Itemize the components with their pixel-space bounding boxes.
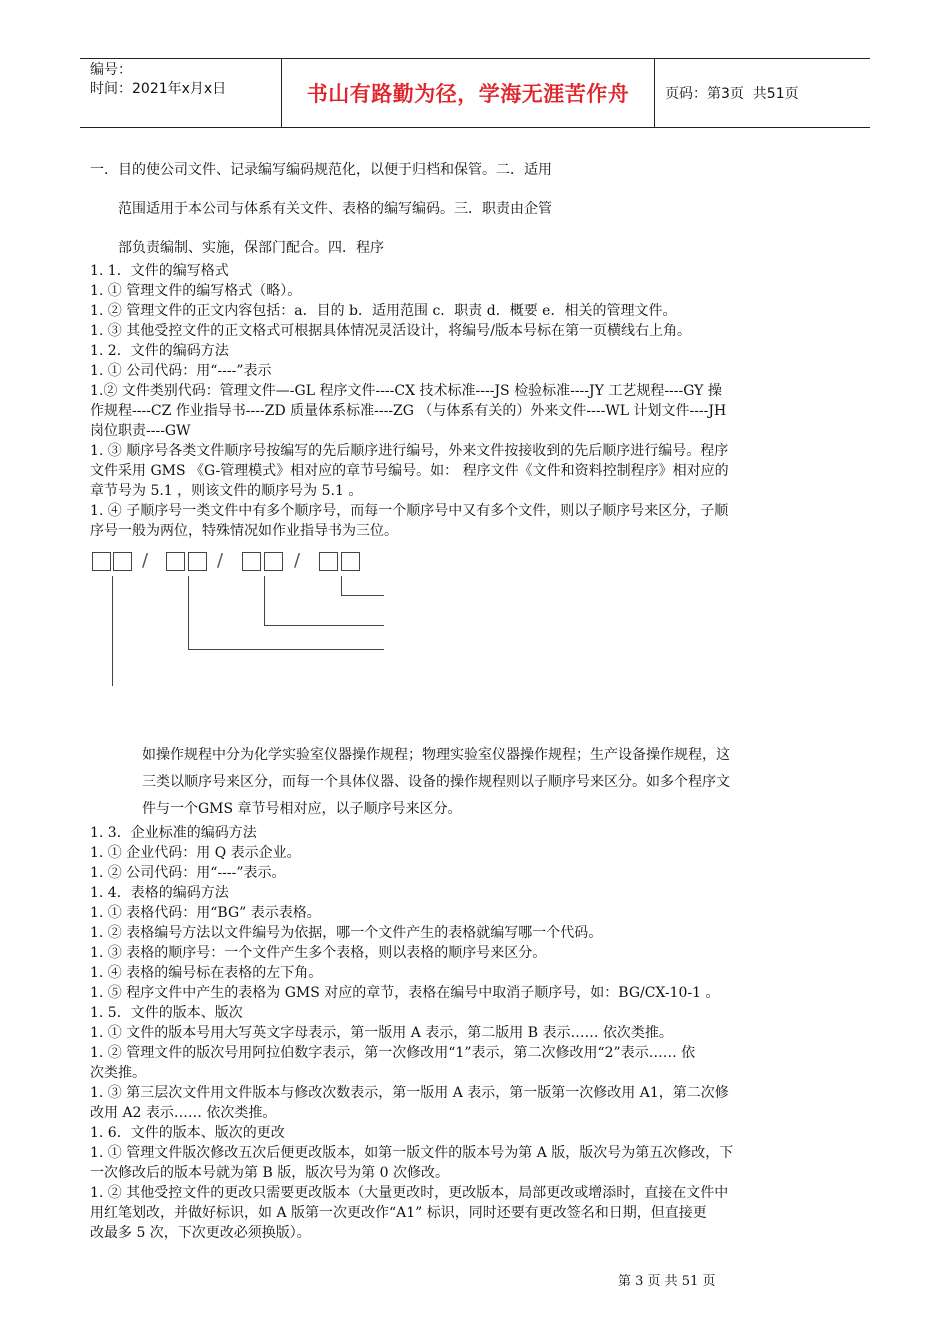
code-box <box>242 552 261 571</box>
code-separator: / <box>217 550 224 571</box>
body-line: 1. 2．文件的编码方法 <box>90 343 229 359</box>
document-body-continued <box>90 742 860 1243</box>
header-meta <box>80 59 281 127</box>
code-box <box>341 552 360 571</box>
leader-line <box>341 595 384 596</box>
code-separator: / <box>294 550 301 571</box>
code-box <box>113 552 132 571</box>
body-line: 章节号为 5.1 ，则该文件的顺序号为 5.1 。 <box>90 483 363 499</box>
header-motto: 书山有路勤为径，学海无涯苦作舟 <box>281 59 655 127</box>
body-line: 序号一般为两位，特殊情况如作业指导书为三位。 <box>90 523 398 539</box>
code-format-diagram <box>92 550 392 690</box>
document-body <box>90 160 860 541</box>
section-standards-and-forms <box>90 823 860 1243</box>
body-line: 1. ③ 其他受控文件的正文格式可根据具体情况灵活设计，将编号/版本号标在第一页横线右上角。 <box>90 323 691 339</box>
body-line: 1.② 文件类别代码：管理文件—-GL 程序文件----CX 技术标准----JS 检验标准----JY 工艺规程----GY 操 <box>90 383 722 399</box>
document-number-label: 编号： <box>90 62 132 78</box>
code-separator: / <box>142 550 149 571</box>
code-box <box>188 552 207 571</box>
body-line: 三类以顺序号来区分，而每一个具体仪器、设备的操作规程则以子顺序号来区分。如多个程序文 <box>142 774 730 790</box>
body-line: 1. ② 管理文件的正文内容包括：a．目的 b．适用范围 c．职责 d．概要 e．相关的管理文件。 <box>90 303 677 319</box>
body-line: 1. ⑤ 程序文件中产生的表格为 GMS 对应的章节，表格在编号中取消子顺序号，如：BG/CX-10-1 。 <box>90 985 720 1001</box>
body-line: 次类推。 <box>90 1065 146 1081</box>
body-line: 1. 4．表格的编码方法 <box>90 885 229 901</box>
intro-paragraph <box>90 160 860 259</box>
body-line: 1. ① 管理文件的编写格式（略）。 <box>90 283 302 299</box>
body-line: 一次修改后的版本号就为第 B 版，版次号为第 0 次修改。 <box>90 1165 449 1181</box>
body-line: 1. ① 文件的版本号用大写英文字母表示，第一版用 A 表示，第二版用 B 表示…… 依次类推。 <box>90 1025 673 1041</box>
body-line: 作规程----CZ 作业指导书----ZD 质量体系标准----ZG （与体系有关的）外来文件----WL 计划文件----JH <box>90 403 727 419</box>
leader-line <box>264 576 265 625</box>
body-line: 1. 1．文件的编写格式 <box>90 263 229 279</box>
body-line: 件与一个GMS 章节号相对应，以子顺序号来区分。 <box>142 801 462 817</box>
body-line: 1. 3．企业标准的编码方法 <box>90 825 257 841</box>
explanation-paragraph <box>90 742 860 823</box>
code-box <box>264 552 283 571</box>
body-line: 1. ① 管理文件版次修改五次后便更改版本，如第一版文件的版本号为第 A 版，版次号为第五次修改，下 <box>90 1145 734 1161</box>
document-header <box>80 58 870 128</box>
section-encoding <box>90 261 860 541</box>
intro-line: 一．目的使公司文件、记录编写编码规范化，以便于归档和保管。二．适用 <box>90 162 552 178</box>
body-line: 岗位职责----GW <box>90 423 191 439</box>
body-line: 1. 6．文件的版本、版次的更改 <box>90 1125 285 1141</box>
body-line: 用红笔划改，并做好标识，如 A 版第一次更改作“A1” 标识，同时还要有更改签名和日期，但直接更 <box>90 1205 707 1221</box>
body-line: 1. ② 其他受控文件的更改只需要更改版本（大量更改时，更改版本，局部更改或增添时，直接在文件中 <box>90 1185 729 1201</box>
intro-line: 范围适用于本公司与体系有关文件、表格的编写编码。三．职责由企管 <box>118 201 552 217</box>
leader-line <box>112 576 113 686</box>
intro-line: 部负责编制、实施，保部门配合。四．程序 <box>118 240 384 256</box>
body-line: 1. ③ 顺序号各类文件顺序号按编写的先后顺序进行编号，外来文件按接收到的先后顺序进行编号。程序 <box>90 443 729 459</box>
code-box <box>92 552 111 571</box>
body-line: 1. ② 表格编号方法以文件编号为依据，哪一个文件产生的表格就编写哪一个代码。 <box>90 925 603 941</box>
body-line: 1. ③ 第三层次文件用文件版本与修改次数表示，第一版用 A 表示，第一版第一次修改用 A1，第二次修 <box>90 1085 729 1101</box>
leader-line <box>341 576 342 595</box>
body-line: 改最多 5 次，下次更改必须换版）。 <box>90 1225 311 1241</box>
leader-line <box>188 649 384 650</box>
body-line: 1. 5．文件的版本、版次 <box>90 1005 243 1021</box>
code-box <box>166 552 185 571</box>
body-line: 1. ④ 表格的编号标在表格的左下角。 <box>90 965 323 981</box>
body-line: 1. ① 表格代码：用“BG” 表示表格。 <box>90 905 321 921</box>
header-page-info-text: 页码：第3页 共51页 <box>665 86 799 102</box>
header-page-info <box>655 59 870 127</box>
body-line: 如操作规程中分为化学实验室仪器操作规程；物理实验室仪器操作规程；生产设备操作规程，这 <box>142 747 730 763</box>
leader-line <box>264 625 384 626</box>
footer-page-number: 第 3 页 共 51 页 <box>618 1274 716 1289</box>
body-line: 1. ① 企业代码：用 Q 表示企业。 <box>90 845 301 861</box>
body-line: 改用 A2 表示…… 依次类推。 <box>90 1105 277 1121</box>
body-line: 1. ② 公司代码：用“----”表示。 <box>90 865 286 881</box>
document-time-label: 时间：2021年x月x日 <box>90 81 227 97</box>
leader-line <box>188 576 189 649</box>
body-line: 1. ④ 子顺序号一类文件中有多个顺序号，而每一个顺序号中又有多个文件，则以子顺序号来区分，子顺 <box>90 503 729 519</box>
body-line: 文件采用 GMS 《G-管理模式》相对应的章节号编号。如： 程序文件《文件和资料控制程序》相对应的 <box>90 463 729 479</box>
body-line: 1. ② 管理文件的版次号用阿拉伯数字表示，第一次修改用“1”表示，第二次修改用“2”表示…… 依 <box>90 1045 696 1061</box>
body-line: 1. ① 公司代码：用“----”表示 <box>90 363 272 379</box>
body-line: 1. ③ 表格的顺序号：一个文件产生多个表格，则以表格的顺序号来区分。 <box>90 945 547 961</box>
code-box <box>319 552 338 571</box>
